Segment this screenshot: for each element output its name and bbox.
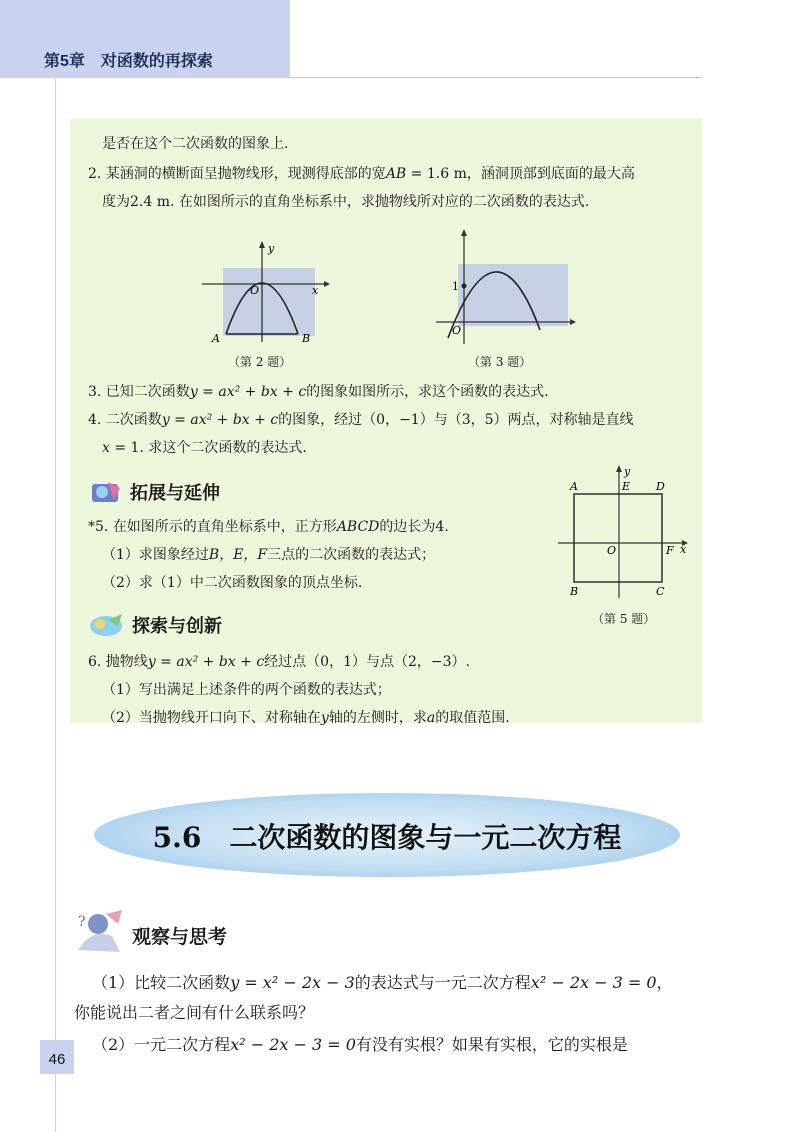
left-margin-rule (55, 78, 56, 1132)
fig5-label-f: F (666, 544, 674, 557)
observe-paragraph-1-line-2: 你能说出二者之间有什么联系吗？ (74, 1003, 315, 1022)
q6-text-b: 经过点（0，1）与点（2，−3）. (264, 654, 470, 670)
q3-text-b: 的图象如图所示，求这个函数的表达式. (306, 384, 549, 400)
question-3 (88, 382, 549, 402)
svg-text:?: ? (78, 914, 86, 930)
extension-icon (90, 478, 124, 506)
p1-text-c: ， (656, 973, 673, 992)
fig2-label-y: y (268, 242, 275, 255)
q3-math: y = ax² + bx + c (189, 384, 307, 400)
fig3-y-intercept-point (462, 284, 467, 289)
fig5-square-abcd (574, 494, 662, 582)
question-6-part-2 (102, 708, 510, 728)
p2-text-a: （2）一元二次方程 (92, 1035, 231, 1054)
p1-text-b: 的表达式与一元二次方程 (354, 973, 531, 992)
fig5-label-d: D (656, 480, 665, 493)
fig5-label-x: x (680, 543, 687, 556)
extension-heading: 拓展与延伸 (130, 483, 220, 504)
q2-text-b: = 1.6 m，涵洞顶部到底面的最大高 (406, 166, 635, 182)
figure-5-caption: （第 5 题） (592, 612, 656, 626)
question-6 (88, 652, 470, 672)
p1-text-a: （1）比较二次函数 (92, 973, 231, 992)
q3-text-a: 3. 已知二次函数 (88, 384, 190, 400)
q6-sub2-text-a: （2）当抛物线开口向下、对称轴在 (102, 710, 321, 726)
q5-math: ABCD (336, 519, 380, 535)
explore-heading: 探索与创新 (132, 616, 222, 637)
observe-icon (72, 906, 128, 958)
p2-text-b: 有没有实根？如果有实根，它的实根是 (355, 1035, 628, 1054)
q6-sub2-text-b: 轴的左侧时，求 (328, 710, 427, 726)
fig2-label-o: O (250, 284, 260, 297)
q5-sub1-math: B，E，F (208, 547, 268, 563)
fig5-label-c: C (656, 585, 665, 598)
fig2-axis-shade (223, 268, 315, 336)
q5-sub1-text-a: （1）求图象经过 (102, 547, 209, 563)
p1-math-function: y = x² − 2x − 3 (230, 973, 355, 992)
q6-math: y = ax² + bx + c (147, 654, 265, 670)
explore-icon (88, 610, 126, 638)
question-5-part-1 (102, 545, 435, 565)
figure-3-parabola (430, 226, 580, 348)
q6-sub2-text-c: 的取值范围. (435, 710, 510, 726)
q5-sub1-text-b: 三点的二次函数的表达式； (267, 547, 436, 563)
fig5-label-a: A (570, 480, 578, 493)
q4-math: y = ax² + bx + c (161, 412, 279, 428)
q2-text-a: 2. 某涵洞的横断面呈抛物线形，现测得底部的宽 (88, 166, 386, 182)
fig3-axis-shade (458, 264, 568, 326)
question-2-line-2: 度为2.4 m. 在如图所示的直角坐标系中，求抛物线所对应的二次函数的表达式. (102, 194, 590, 210)
fig5-label-e: E (622, 480, 631, 493)
chapter-title: 第5章 对函数的再探索 (44, 53, 213, 70)
fig2-label-b: B (302, 332, 311, 345)
exercise-line-continuation: 是否在这个二次函数的图象上. (102, 136, 289, 152)
fig5-label-b: B (570, 585, 579, 598)
q4-text-a: 4. 二次函数 (88, 412, 162, 428)
observe-heading: 观察与思考 (132, 926, 228, 948)
q4-math-x: x (102, 440, 110, 456)
fig5-label-y: y (624, 465, 631, 478)
question-5 (88, 517, 449, 537)
question-5-part-2: （2）求（1）中二次函数图象的顶点坐标. (102, 575, 363, 591)
page-number: 46 (40, 1040, 74, 1074)
q6-text-a: 6. 抛物线 (88, 654, 148, 670)
q5-text-b: 的边长为4. (379, 519, 449, 535)
section-title: 5.6 二次函数的图象与一元二次方程 (152, 821, 622, 854)
fig3-y-arrow (461, 229, 467, 236)
figure-3-caption: （第 3 题） (468, 355, 532, 369)
q6-sub2-math-a: a (426, 710, 436, 726)
fig3-label-o: O (452, 324, 462, 337)
p1-math-equation: x² − 2x − 3 = 0 (530, 973, 657, 992)
fig5-y-arrow (616, 465, 622, 472)
question-4-line-2 (102, 438, 307, 458)
figure-2-caption: （第 2 题） (228, 355, 292, 369)
fig2-x-arrow (324, 281, 330, 287)
p2-math-equation: x² − 2x − 3 = 0 (230, 1035, 356, 1054)
q4-text-b: 的图象，经过（0，−1）与（3，5）两点，对称轴是直线 (278, 412, 634, 428)
fig2-label-a: A (212, 332, 220, 345)
fig2-y-arrow (259, 241, 265, 248)
q6-sub2-math-y: y (320, 710, 329, 726)
fig3-x-arrow (570, 319, 576, 325)
question-4-line-1 (88, 410, 634, 430)
q2-math-ab: AB (385, 166, 407, 182)
q5-text-a: *5. 在如图所示的直角坐标系中，正方形 (88, 519, 337, 535)
question-6-part-1: （1）写出满足上述条件的两个函数的表达式； (102, 682, 391, 698)
q4-text-c: = 1. 求这个二次函数的表达式. (109, 440, 307, 456)
figure-5-square (556, 462, 696, 602)
fig2-label-x: x (312, 284, 319, 297)
question-2-line-1 (88, 164, 635, 184)
fig5-label-o: O (607, 544, 617, 557)
header-divider (290, 77, 702, 78)
observe-paragraph-2-line-1 (92, 1034, 628, 1056)
observe-paragraph-1-line-1 (92, 972, 673, 994)
fig3-label-1: 1 (452, 280, 459, 293)
figure-2-parabola-culvert (190, 238, 340, 346)
